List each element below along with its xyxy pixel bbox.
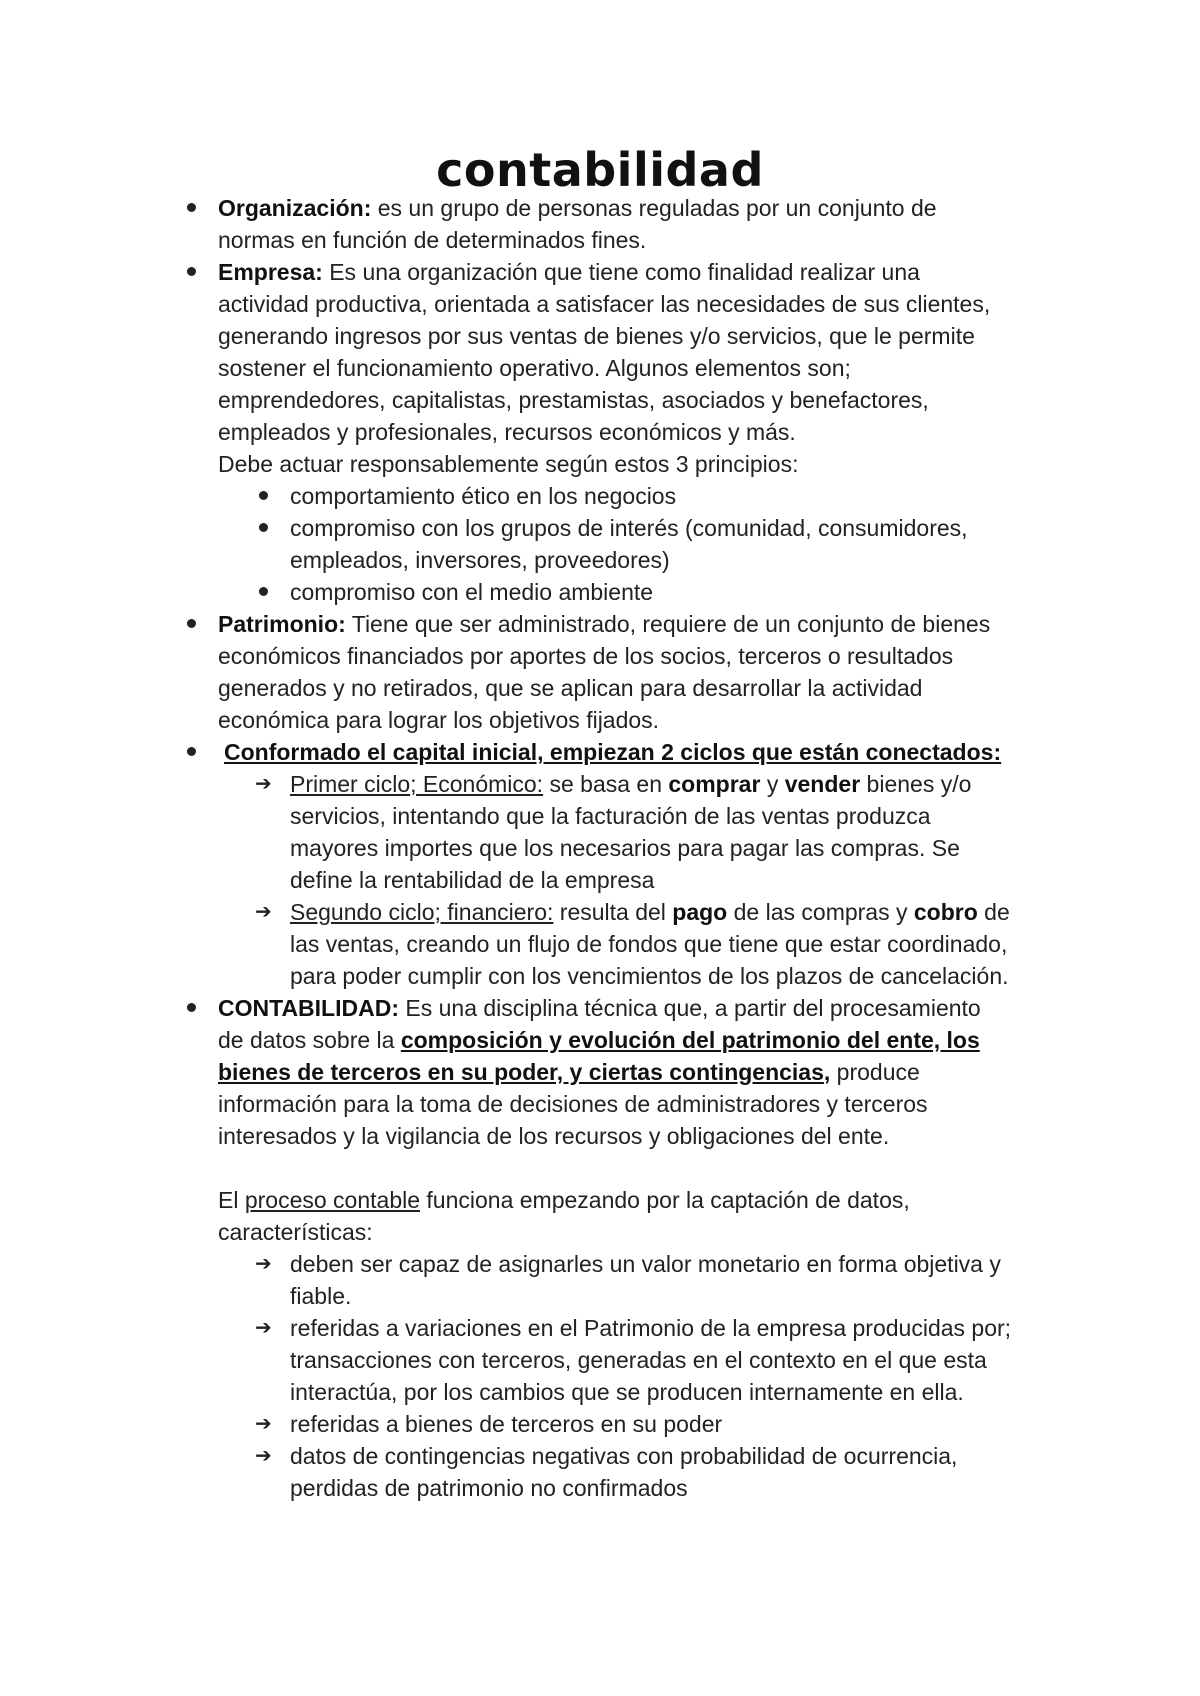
text-run: resulta del xyxy=(553,899,673,925)
text-run: servicios, intentando que la facturación de las ventas produzca xyxy=(290,803,931,829)
text-run: sostener el funcionamiento operativo. Algunos elementos son; xyxy=(218,355,851,381)
text-run: económicos financiados por aportes de los socios, terceros o resultados xyxy=(218,643,954,669)
text-line xyxy=(218,449,798,479)
text-line xyxy=(218,1217,373,1247)
arrow-bullet-icon: ➔ xyxy=(255,1253,272,1275)
text-run: es un grupo de personas reguladas por un conjunto de xyxy=(371,195,937,221)
text-line xyxy=(224,737,1001,767)
text-run: produce xyxy=(830,1059,920,1085)
text-line xyxy=(218,257,920,287)
text-run: interesados y la vigilancia de los recursos y obligaciones del ente. xyxy=(218,1123,890,1149)
text-run: empleados y profesionales, recursos económicos y más. xyxy=(218,419,796,445)
text-run: compromiso con el medio ambiente xyxy=(290,579,654,605)
bold-text: comprar xyxy=(668,771,761,797)
text-run: normas en función de determinados fines. xyxy=(218,227,647,253)
arrow-bullet-icon: ➔ xyxy=(255,1445,272,1467)
text-line xyxy=(218,225,646,255)
text-line xyxy=(290,865,654,895)
text-run: y xyxy=(760,771,785,797)
text-line xyxy=(290,1281,351,1311)
text-run: las ventas, creando un flujo de fondos que tiene que estar coordinado, xyxy=(290,931,1008,957)
text-line xyxy=(218,417,796,447)
bullet-icon xyxy=(187,619,196,628)
text-line xyxy=(218,1121,889,1151)
text-run: Es una disciplina técnica que, a partir del procesamiento xyxy=(399,995,981,1021)
bullet-icon xyxy=(259,491,268,500)
text-line xyxy=(218,641,953,671)
bold-text: cobro xyxy=(913,899,978,925)
text-run: empleados, inversores, proveedores) xyxy=(290,547,670,573)
arrow-bullet-icon: ➔ xyxy=(255,901,272,923)
arrow-bullet-icon: ➔ xyxy=(255,1413,272,1435)
text-line xyxy=(218,1089,928,1119)
text-line xyxy=(218,705,659,735)
text-line xyxy=(290,769,971,799)
text-run: actividad productiva, orientada a satisfacer las necesidades de sus clientes, xyxy=(218,291,991,317)
bold-text: Empresa: xyxy=(218,259,323,285)
text-line xyxy=(218,1025,980,1055)
text-line xyxy=(290,577,653,607)
text-line xyxy=(290,833,960,863)
text-run: deben ser capaz de asignarles un valor monetario en forma objetiva y xyxy=(290,1251,1001,1277)
text-line xyxy=(290,1441,957,1471)
text-run: generando ingresos por sus ventas de bienes y/o servicios, que le permite xyxy=(218,323,975,349)
underlined-text: Segundo ciclo; financiero: xyxy=(290,899,554,925)
text-run: perdidas de patrimonio no confirmados xyxy=(290,1475,688,1501)
text-line xyxy=(218,993,981,1023)
text-line xyxy=(290,1345,987,1375)
underlined-text: proceso contable xyxy=(244,1187,421,1213)
text-run: datos de contingencias negativas con probabilidad de ocurrencia, xyxy=(290,1443,958,1469)
text-run: referidas a variaciones en el Patrimonio de la empresa producidas por; xyxy=(290,1315,1012,1341)
text-run: define la rentabilidad de la empresa xyxy=(290,867,655,893)
text-line xyxy=(290,961,1009,991)
text-line xyxy=(290,1249,1001,1279)
text-run: información para la toma de decisiones de administradores y terceros xyxy=(218,1091,928,1117)
text-run: interactúa, por los cambios que se producen internamente en ella. xyxy=(290,1379,964,1405)
text-line xyxy=(290,481,676,511)
bold-text: vender xyxy=(784,771,861,797)
text-run: emprendedores, capitalistas, prestamistas, asociados y benefactores, xyxy=(218,387,929,413)
text-run: compromiso con los grupos de interés (comunidad, consumidores, xyxy=(290,515,968,541)
text-run: Tiene que ser administrado, requiere de un conjunto de bienes xyxy=(345,611,991,637)
text-line xyxy=(218,385,929,415)
text-line xyxy=(218,289,990,319)
text-line xyxy=(290,1473,688,1503)
text-run: se basa en xyxy=(543,771,669,797)
bold-text: , xyxy=(823,1059,831,1085)
text-run: mayores importes que los necesarios para pagar las compras. Se xyxy=(290,835,960,861)
text-line xyxy=(218,673,922,703)
text-run: referidas a bienes de terceros en su poder xyxy=(290,1411,723,1437)
text-line xyxy=(218,193,937,223)
bold-text: Organización: xyxy=(218,195,372,221)
text-line xyxy=(290,1409,722,1439)
text-run: bienes y/o xyxy=(860,771,972,797)
bullet-icon xyxy=(187,203,196,212)
text-run: Debe actuar responsablemente según estos 3 principios: xyxy=(218,451,799,477)
page-title: contabilidad xyxy=(436,143,764,197)
bold-text: pago xyxy=(672,899,728,925)
text-line xyxy=(290,1377,964,1407)
bold-underlined-text: Conformado el capital inicial, empiezan 2 ciclos que están conectados: xyxy=(224,739,1002,765)
underlined-text: Primer ciclo; Económico: xyxy=(290,771,544,797)
arrow-bullet-icon: ➔ xyxy=(255,773,272,795)
text-line xyxy=(290,513,968,543)
text-line xyxy=(218,1057,920,1087)
text-run: de las compras y xyxy=(727,899,914,925)
text-run: generados y no retirados, que se aplican para desarrollar la actividad xyxy=(218,675,923,701)
text-run: comportamiento ético en los negocios xyxy=(290,483,677,509)
bullet-icon xyxy=(187,1003,196,1012)
bold-underlined-text: composición y evolución del patrimonio del ente, los xyxy=(400,1027,980,1053)
text-line xyxy=(290,801,931,831)
text-run: El xyxy=(218,1187,245,1213)
text-line xyxy=(290,545,670,575)
bullet-icon xyxy=(259,523,268,532)
text-run: características: xyxy=(218,1219,373,1245)
text-run: de xyxy=(977,899,1010,925)
text-run: económica para lograr los objetivos fijados. xyxy=(218,707,660,733)
bold-text: CONTABILIDAD: xyxy=(218,995,399,1021)
text-line xyxy=(218,1185,910,1215)
text-line xyxy=(218,353,851,383)
text-run: para poder cumplir con los vencimientos de los plazos de cancelación. xyxy=(290,963,1009,989)
text-line xyxy=(218,321,975,351)
text-run: de datos sobre la xyxy=(218,1027,401,1053)
bullet-icon xyxy=(187,747,196,756)
text-line xyxy=(290,897,1010,927)
text-run: transacciones con terceros, generadas en el contexto en el que esta xyxy=(290,1347,987,1373)
bullet-icon xyxy=(187,267,196,276)
bold-underlined-text: bienes de terceros en su poder, y ciertas contingencias xyxy=(218,1059,824,1085)
bullet-icon xyxy=(259,587,268,596)
text-run: funciona empezando por la captación de datos, xyxy=(420,1187,910,1213)
bold-text: Patrimonio: xyxy=(218,611,346,637)
text-line xyxy=(218,609,990,639)
text-line xyxy=(290,1313,1011,1343)
text-run: Es una organización que tiene como finalidad realizar una xyxy=(322,259,920,285)
arrow-bullet-icon: ➔ xyxy=(255,1317,272,1339)
text-run: fiable. xyxy=(290,1283,352,1309)
text-line xyxy=(290,929,1007,959)
